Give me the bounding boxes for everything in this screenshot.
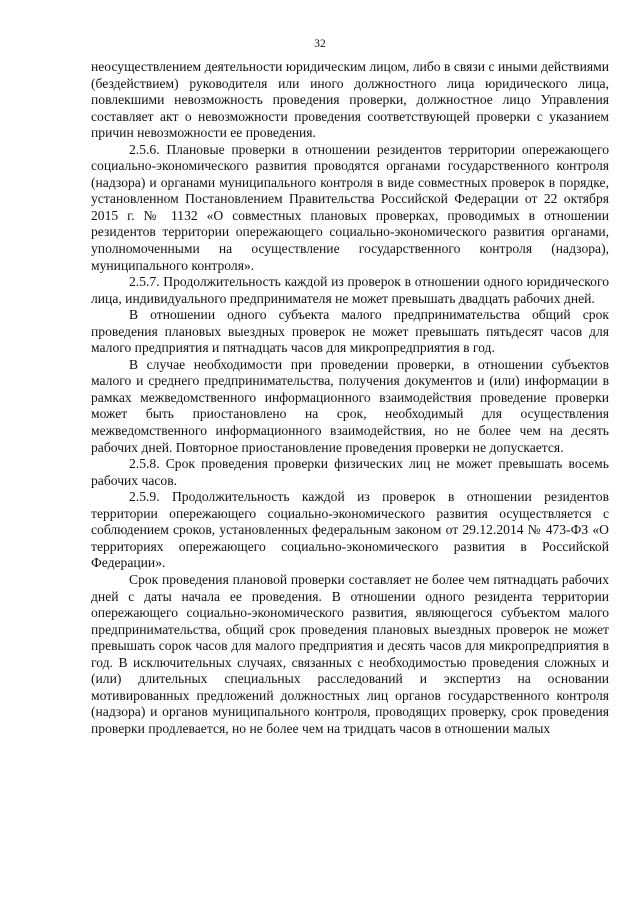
paragraph-small-business-limit: В отношении одного субъекта малого предпринимательства общий срок проведения плановых выездных проверок не может превышать пятьдесят часов для малого предприятия и пятнадцать часов для микропредприятия в год. (91, 307, 609, 356)
paragraph-planned-inspection-term: Срок проведения плановой проверки составляет не более чем пятнадцать рабочих дней с даты начала ее проведения. В отношении одного резидента территории опережающего социально-экономического развития, являющегося субъектом малого предпринимательства, общий срок проведения плановых выездных проверок не может превышать сорок часов для малого предприятия и десять часов для микропредприятия в год. В исключительных случаях, связанных с необходимостью проведения сложных и (или) длительных специальных расследований и экспертиз на основании мотивированных предложений должностных лиц органов государственного контроля (надзора) и органов муниципального контроля, проводящих проверку, срок проведения проверки продлевается, но не более чем на тридцать часов в отношении малых (91, 571, 609, 736)
paragraph-continuation: неосуществлением деятельности юридическим лицом, либо в связи с иными действиями (бездействием) руководителя или иного должностного лица юридического лица, повлекшими невозможность проведения проверки, должностное лицо Управления составляет акт о невозможности проведения соответствующей проверки с указанием причин невозможности ее проведения. (91, 59, 609, 141)
body-text (91, 59, 609, 737)
paragraph-2-5-8: 2.5.8. Срок проведения проверки физических лиц не может превышать восемь рабочих часов. (91, 456, 609, 488)
paragraph-suspension: В случае необходимости при проведении проверки, в отношении субъектов малого и среднего предпринимательства, получения документов и (или) информации в рамках межведомственного информационного взаимодействия проведение проверки может быть приостановлено на срок, необходимый для осуществления межведомственного информационного взаимодействия, но не более чем на десять рабочих дней. Повторное приостановление проведения проверки не допускается. (91, 356, 609, 455)
paragraph-2-5-9: 2.5.9. Продолжительность каждой из проверок в отношении резидентов территории опережающего социально-экономического развития осуществляется с соблюдением сроков, установленных федеральным законом от 29.12.2014 № 473-ФЗ «О территориях опережающего социально-экономического развития в Российской Федерации». (91, 489, 609, 571)
page-number: 32 (314, 38, 326, 50)
paragraph-2-5-7: 2.5.7. Продолжительность каждой из проверок в отношении одного юридического лица, индивидуального предпринимателя не может превышать двадцать рабочих дней. (91, 274, 609, 306)
paragraph-2-5-6: 2.5.6. Плановые проверки в отношении резидентов территории опережающего социально-экономического развития проводятся органами государственного контроля (надзора) и органами муниципального контроля в виде совместных проверок в порядке, установленном Постановлением Правительства Российской Федерации от 22 октября 2015 г. № 1132 «О совместных плановых проверках, проводимых в отношении резидентов территории опережающего социально-экономического развития органами, уполномоченными на осуществление государственного контроля (надзора), муниципального контроля». (91, 141, 609, 273)
